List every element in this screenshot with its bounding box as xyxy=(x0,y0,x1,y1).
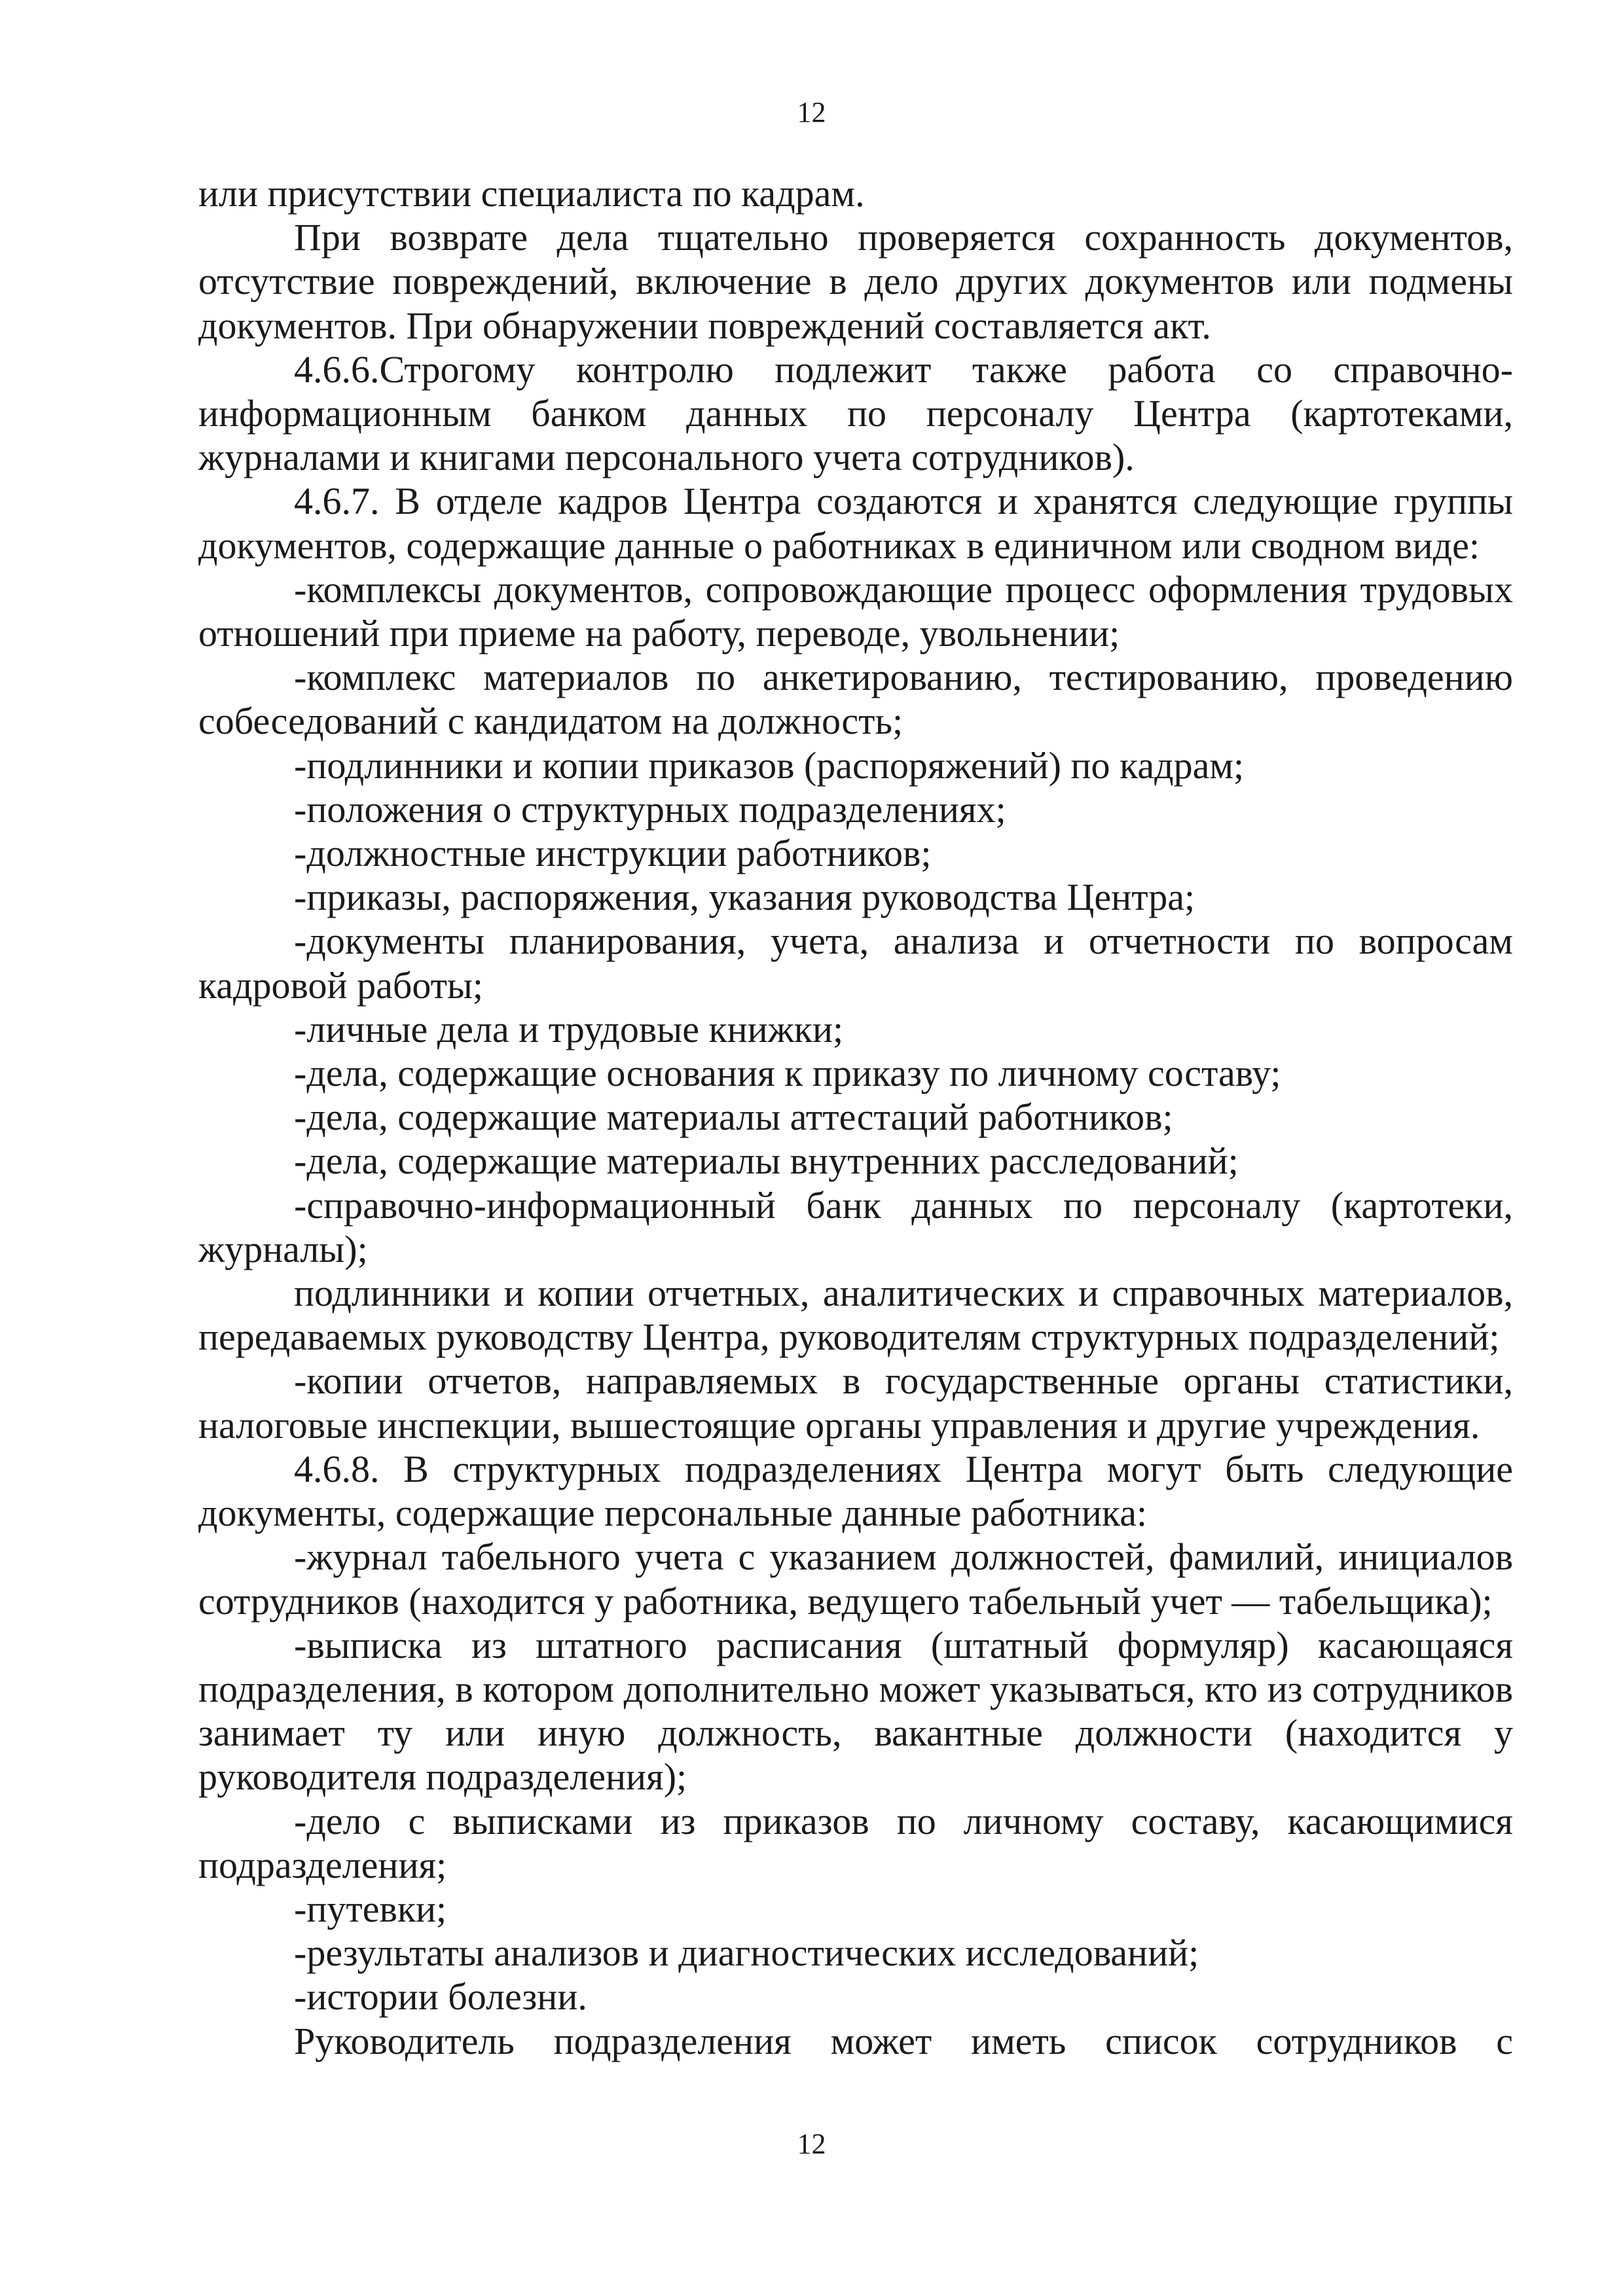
paragraph: -копии отчетов, направляемых в государственные органы статистики, налоговые инспекции, вышестоящие органы управления и другие учреждения. xyxy=(198,1359,1513,1446)
paragraph: или присутствии специалиста по кадрам. xyxy=(198,172,865,215)
paragraph: -дела, содержащие материалы аттестаций работников; xyxy=(294,1096,1173,1139)
paragraph: 4.6.7. В отделе кадров Центра создаются и хранятся следующие группы документов, содержащие данные о работниках в единичном или сводном виде: xyxy=(198,480,1513,567)
paragraph: -дела, содержащие основания к приказу по личному составу; xyxy=(294,1052,1281,1095)
paragraph: подлинники и копии отчетных, аналитических и справочных материалов, передаваемых руководству Центра, руководителям структурных подразделений; xyxy=(198,1272,1513,1359)
document-body xyxy=(198,171,1513,2063)
paragraph: -путевки; xyxy=(294,1887,447,1930)
paragraph: -комплекс материалов по анкетированию, тестированию, проведению собеседований с кандидатом на должность; xyxy=(198,656,1513,743)
paragraph: -справочно-информационный банк данных по персоналу (картотеки, журналы); xyxy=(198,1183,1513,1270)
paragraph: -дела, содержащие материалы внутренних расследований; xyxy=(294,1139,1239,1183)
paragraph: -подлинники и копии приказов (распоряжений) по кадрам; xyxy=(294,744,1245,787)
paragraph: -дело с выписками из приказов по личному составу, касающимися подразделения; xyxy=(198,1799,1513,1886)
paragraph: 4.6.6.Строгому контролю подлежит также работа со справочно-информационным банком данных по персоналу Центра (картотеками, журналами и книгами персонального учета сотрудников). xyxy=(198,348,1513,479)
paragraph: При возврате дела тщательно проверяется сохранность документов, отсутствие повреждений, включение в дело других документов или подмены документов. При обнаружении повреждений составляется акт. xyxy=(198,216,1513,347)
paragraph: -личные дела и трудовые книжки; xyxy=(294,1007,844,1050)
paragraph: -комплексы документов, сопровождающие процесс оформления трудовых отношений при приеме на работу, переводе, увольнении; xyxy=(198,567,1513,655)
paragraph: -документы планирования, учета, анализа и отчетности по вопросам кадровой работы; xyxy=(198,920,1513,1007)
paragraph: -журнал табельного учета с указанием должностей, фамилий, инициалов сотрудников (находится у работника, ведущего табельный учет — табельщика); xyxy=(198,1535,1513,1623)
paragraph: -выписка из штатного расписания (штатный формуляр) касающаяся подразделения, в котором дополнительно может указываться, кто из сотрудников занимает ту или иную должность, вакантные должности (находится у руководителя подразделения); xyxy=(198,1623,1513,1799)
paragraph: -должностные инструкции работников; xyxy=(294,832,932,875)
paragraph: -результаты анализов и диагностических исследований; xyxy=(294,1931,1199,1975)
page-number-top: 12 xyxy=(797,96,826,128)
paragraph: -приказы, распоряжения, указания руководства Центра; xyxy=(294,876,1195,919)
paragraph: -положения о структурных подразделениях; xyxy=(294,787,1006,831)
paragraph: Руководитель подразделения может иметь список сотрудников с xyxy=(294,2019,1513,2062)
paragraph: -истории болезни. xyxy=(294,1975,587,2018)
page-number-bottom: 12 xyxy=(797,2128,826,2160)
paragraph: 4.6.8. В структурных подразделениях Центра могут быть следующие документы, содержащие персональные данные работника: xyxy=(198,1447,1513,1535)
